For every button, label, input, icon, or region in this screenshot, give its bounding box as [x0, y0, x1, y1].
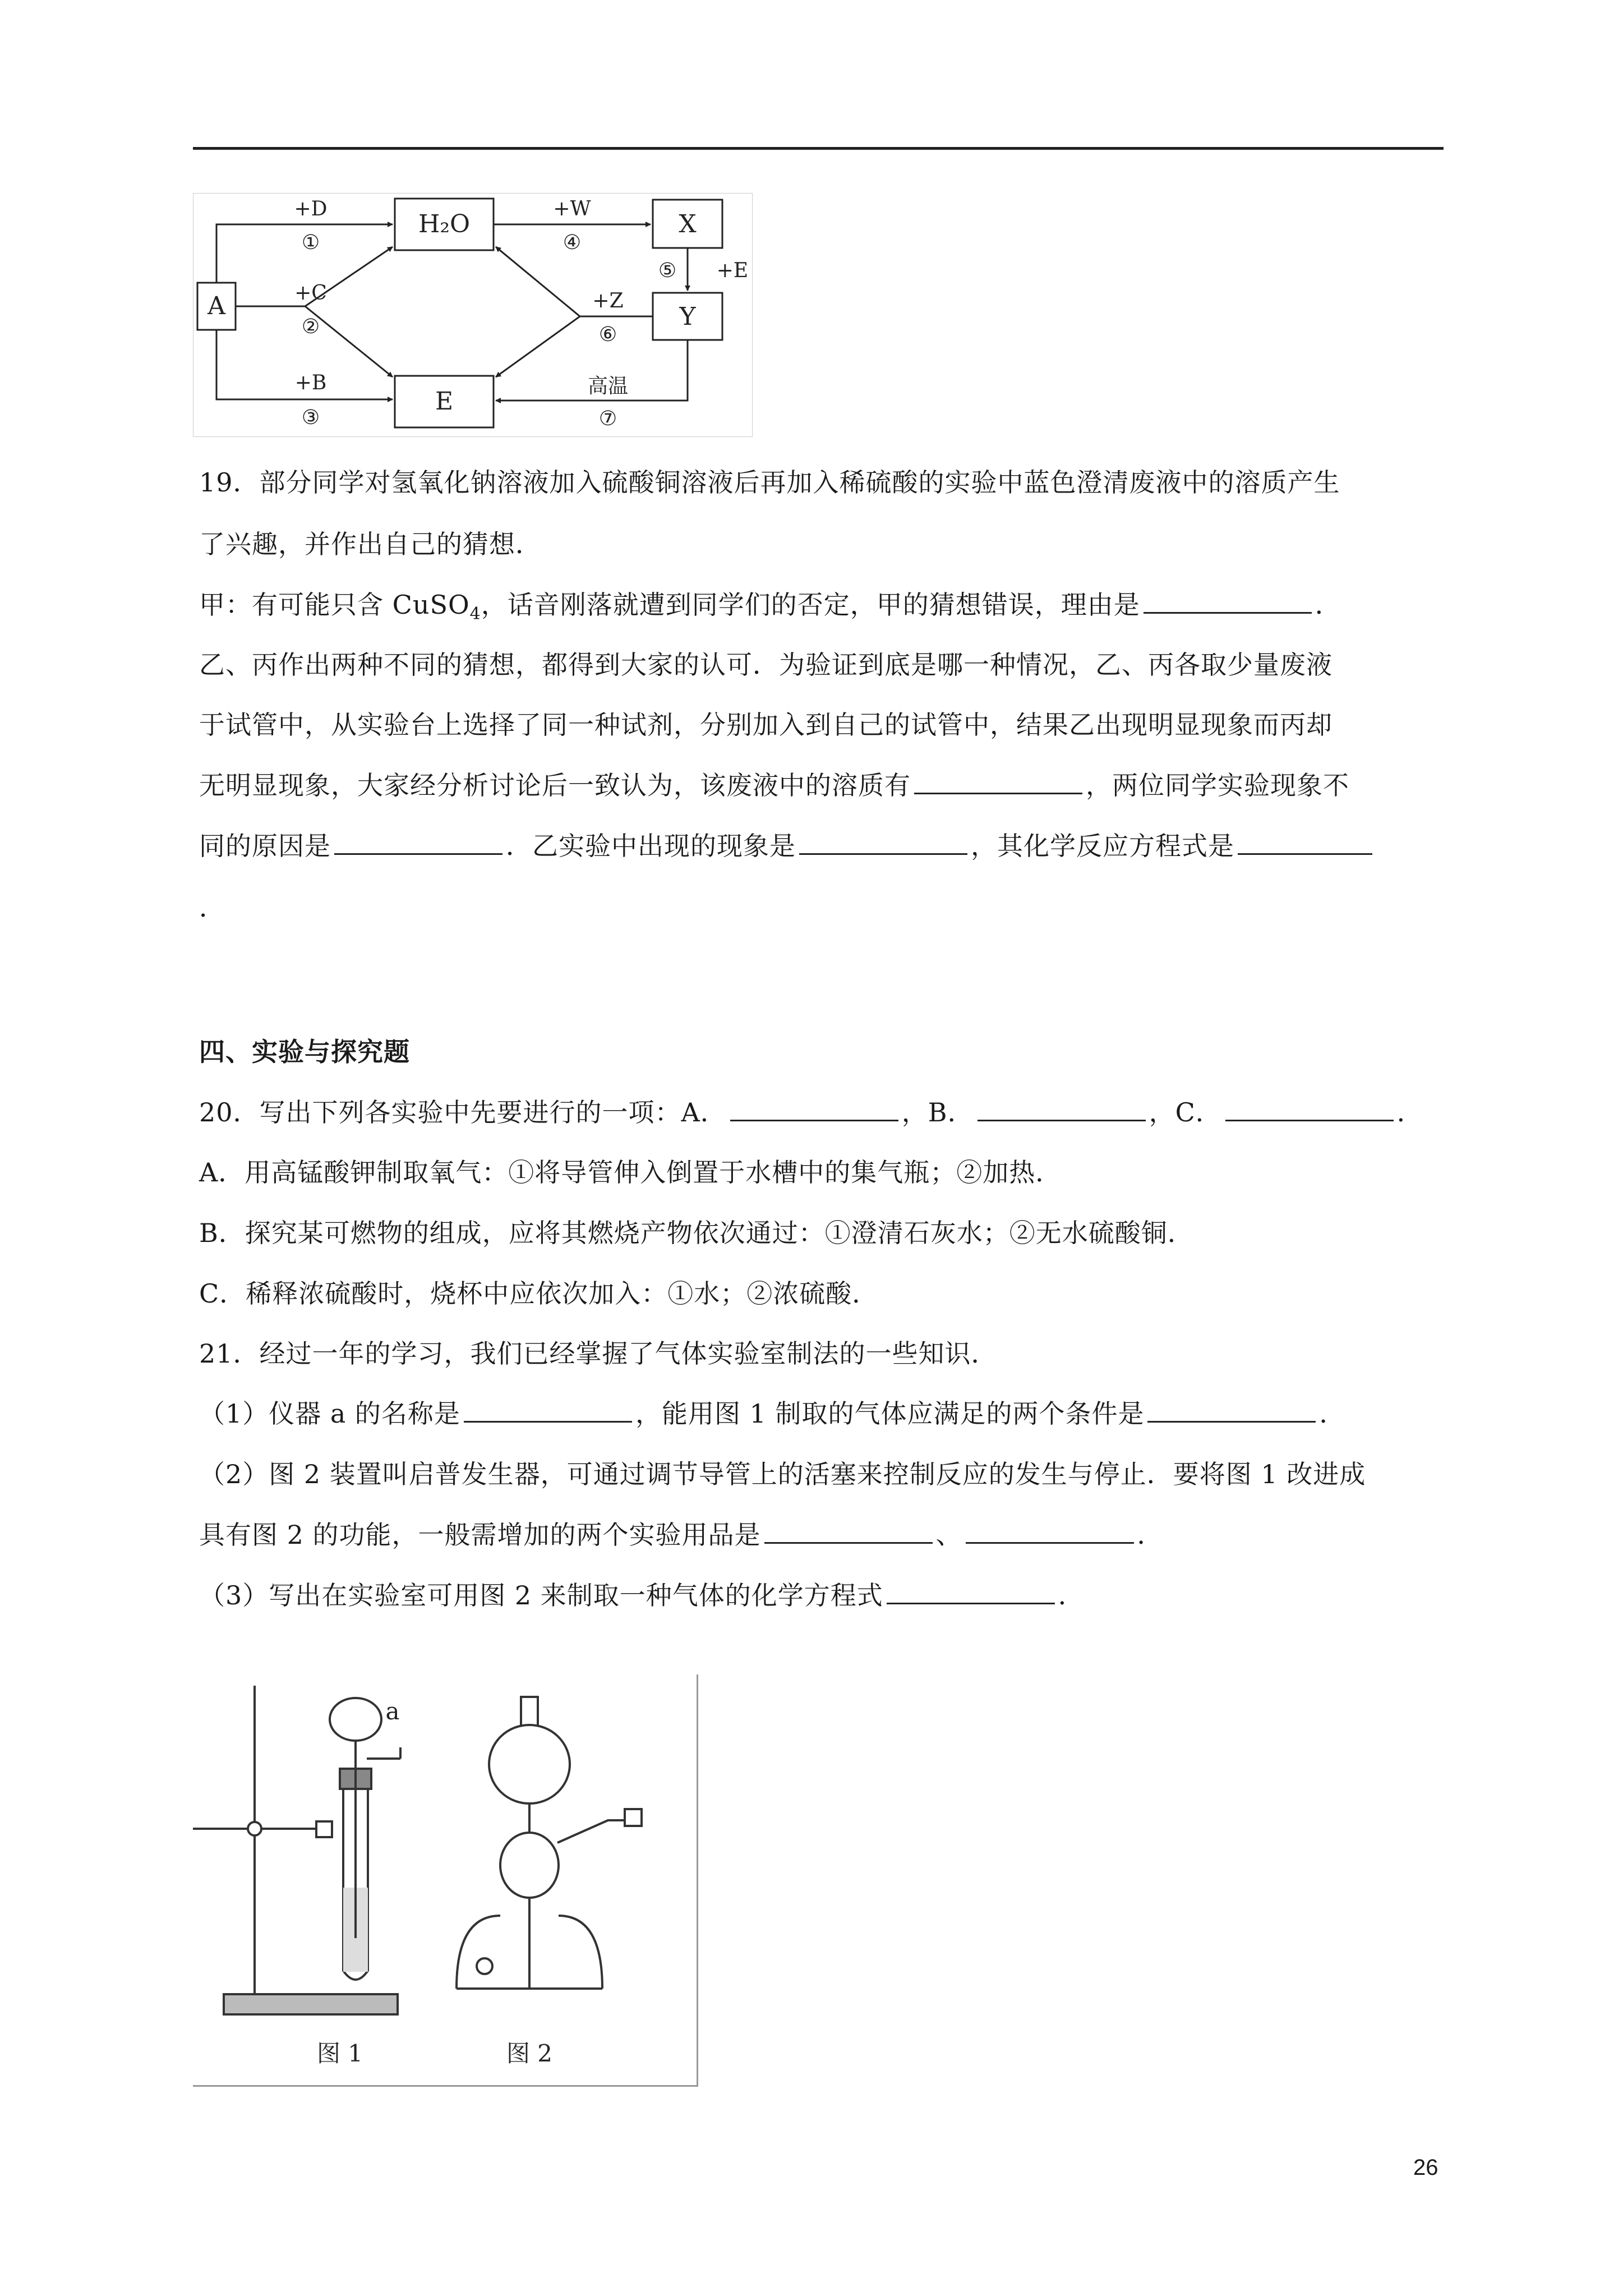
edge-num-2: ②	[301, 315, 320, 338]
q19-line-4: 乙、丙作出两种不同的猜想，都得到大家的认可．为验证到底是哪一种情况，乙、丙各取少量废液	[199, 650, 1332, 680]
q20-l1-text-b: ，B．	[901, 1097, 974, 1128]
edge-label-w: +W	[553, 197, 591, 220]
edge-num-5: ⑤	[658, 259, 677, 282]
header-rule	[193, 147, 1444, 150]
q21-p3-text-b: ．	[1058, 1580, 1085, 1611]
answer-blank[interactable]	[978, 1097, 1146, 1121]
q21-part-2a: （2）图 2 装置叫启普发生器，可通过调节导管上的活塞来控制反应的发生与停止．要将图 1 改进成	[199, 1459, 1366, 1489]
edge-num-7: ⑦	[598, 407, 617, 430]
reaction-diagram	[193, 193, 753, 437]
q20-item-a: A．用高锰酸钾制取氧气：①将导管伸入倒置于水槽中的集气瓶；②加热．	[199, 1157, 1062, 1188]
answer-blank[interactable]	[334, 831, 502, 855]
q21-part-2b	[199, 1518, 1164, 1552]
box-e-label: E	[435, 387, 454, 416]
q20-line-1	[199, 1096, 1423, 1129]
answer-blank[interactable]	[1225, 1097, 1394, 1121]
q21-line-1: 21．经过一年的学习，我们已经掌握了气体实验室制法的一些知识．	[199, 1338, 998, 1369]
edge-num-6: ⑥	[598, 323, 617, 346]
q20-l1-text-a: 20．写出下列各实验中先要进行的一项：A．	[199, 1097, 727, 1128]
q19-l7-text-a: 同的原因是	[199, 831, 331, 861]
answer-blank[interactable]	[799, 831, 967, 855]
q19-line-1: 19．部分同学对氢氧化钠溶液加入硫酸铜溶液后再加入稀硫酸的实验中蓝色澄清废液中的溶质产生	[199, 467, 1340, 498]
q20-item-c: C．稀释浓硫酸时，烧杯中应依次加入：①水；②浓硫酸．	[199, 1278, 879, 1309]
q19-l3-text-a: 甲：有可能只含 CuSO	[199, 590, 470, 620]
q20-l1-text-d: ．	[1396, 1097, 1423, 1128]
answer-blank[interactable]	[887, 1580, 1055, 1604]
q21-p1-text-c: ．	[1319, 1398, 1346, 1429]
q19-line-3	[199, 588, 1341, 631]
q20-l1-text-c: ，C．	[1149, 1097, 1222, 1128]
q21-part-1	[199, 1397, 1345, 1430]
answer-blank[interactable]	[1144, 590, 1312, 614]
q21-p1-text-a: （1）仪器 a 的名称是	[199, 1398, 460, 1429]
section-heading: 四、实验与探究题	[199, 1037, 410, 1067]
q19-l3-text-b: ，话音刚落就遭到同学们的否定，甲的猜想错误，理由是	[481, 590, 1140, 620]
edge-num-4: ④	[562, 231, 582, 254]
apparatus-figure	[193, 1674, 698, 2087]
figure-2-caption: 图 2	[506, 2040, 553, 2067]
answer-blank[interactable]	[966, 1520, 1134, 1544]
answer-blank[interactable]	[1147, 1398, 1316, 1423]
q21-p3-text-a: （3）写出在实验室可用图 2 来制取一种气体的化学方程式	[199, 1580, 883, 1611]
q21-p2-text-c: 、	[935, 1520, 962, 1550]
q19-line-5: 于试管中，从实验台上选择了同一种试剂，分别加入到自己的试管中，结果乙出现明显现象而丙却	[199, 710, 1332, 740]
figure-label-a: a	[385, 1697, 400, 1725]
edge-num-3: ③	[301, 406, 320, 429]
edge-label-b: +B	[294, 371, 327, 394]
answer-blank[interactable]	[464, 1398, 632, 1423]
edge-label-gaowen: 高温	[587, 375, 629, 398]
q21-p2-text-b: 具有图 2 的功能，一般需增加的两个实验用品是	[199, 1520, 761, 1550]
q19-l6-text-b: ，两位同学实验现象不	[1086, 770, 1349, 800]
edge-label-z: +Z	[592, 289, 624, 312]
q19-l7-text-c: ，其化学反应方程式是	[971, 831, 1234, 861]
q19-line-8: ．	[199, 892, 225, 923]
q20-item-b: B．探究某可燃物的组成，应将其燃烧产物依次通过：①澄清石灰水；②无水硫酸铜．	[199, 1218, 1194, 1248]
box-a-label: A	[208, 292, 225, 320]
answer-blank[interactable]	[730, 1097, 898, 1121]
figure-1-apparatus	[193, 1686, 642, 2014]
q19-l6-text-a: 无明显现象，大家经分析讨论后一致认为，该废液中的溶质有	[199, 770, 911, 800]
q19-l3-text-c: ．	[1315, 590, 1341, 620]
box-y-label: Y	[679, 302, 696, 331]
answer-blank[interactable]	[764, 1520, 933, 1544]
answer-blank[interactable]	[1238, 831, 1372, 855]
box-h2o-label: H₂O	[418, 210, 471, 238]
q21-p1-text-b: ，能用图 1 制取的气体应满足的两个条件是	[635, 1398, 1145, 1429]
q19-line-7	[199, 829, 1376, 863]
q21-part-3	[199, 1579, 1085, 1612]
answer-blank[interactable]	[914, 770, 1082, 794]
q19-line-6	[199, 769, 1349, 802]
q21-p2-text-d: ．	[1137, 1520, 1164, 1550]
page-number: 26	[1413, 2155, 1438, 2180]
edge-label-e: +E	[716, 259, 749, 282]
edge-label-c: +C	[294, 282, 327, 305]
edge-label-d: +D	[294, 197, 328, 220]
edge-num-1: ①	[301, 231, 320, 254]
q19-l7-text-b: ．乙实验中出现的现象是	[506, 831, 796, 861]
box-x-label: X	[679, 210, 697, 238]
figure-1-caption: 图 1	[316, 2040, 363, 2067]
q19-l3-subscript: 4	[469, 604, 481, 624]
q19-line-2: 了兴趣，并作出自己的猜想．	[199, 529, 542, 559]
